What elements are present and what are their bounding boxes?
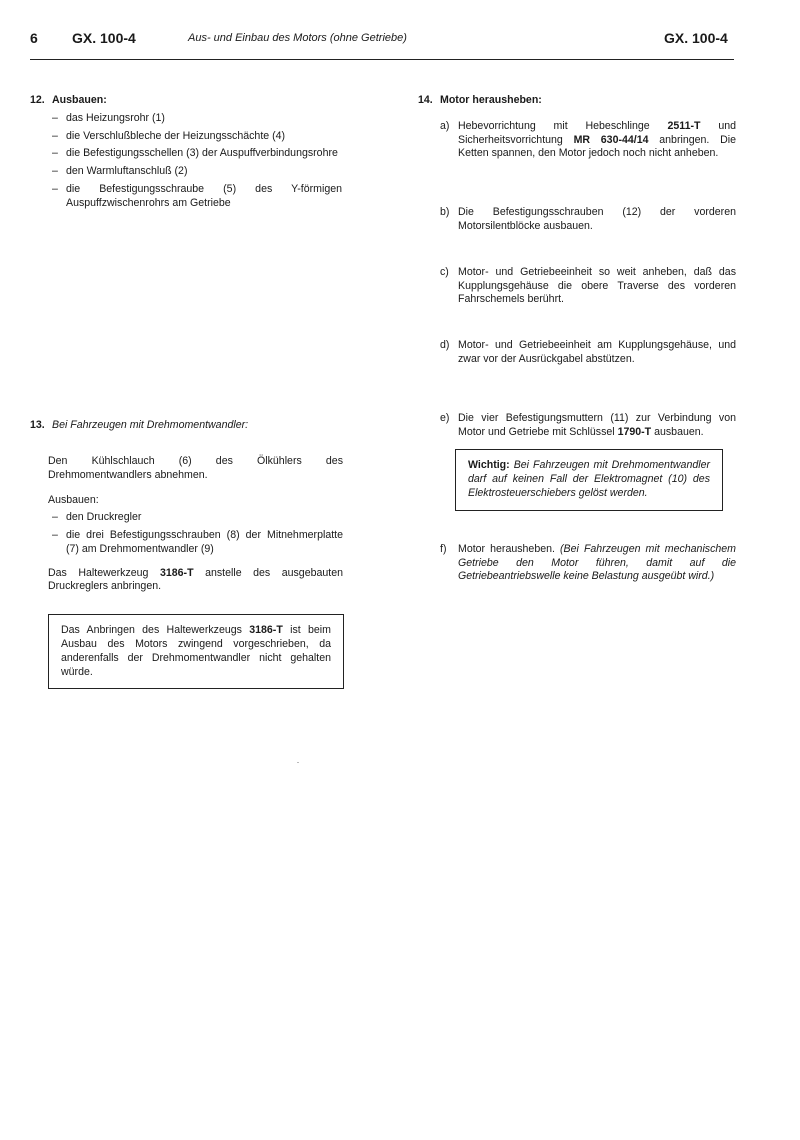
section-14 (418, 94, 736, 584)
page-title: Aus- und Einbau des Motors (ohne Getriebe) (188, 32, 407, 44)
section-13-text-1: Den Kühlschlauch (6) des Ölkühlers des Drehmomentwandlers abnehmen. (48, 454, 343, 481)
section-13 (30, 419, 343, 689)
warning-box (455, 449, 723, 510)
step-c: c) Motor- und Getriebeeinheit so weit anheben, daß das Kupplungsgehäuse die obere Traverse des vorderen Fahrschemels berührt. (440, 265, 736, 306)
list-item: – die Befestigungsschraube (5) des Y-förmigen Auspuffzwischenrohrs am Getriebe (48, 183, 342, 211)
tool-number: 3186-T (249, 624, 283, 637)
page-number: 6 (30, 30, 38, 46)
scan-speck (297, 762, 299, 763)
list-item: – die drei Befestigungsschrauben (8) der Mitnehmerplatte (7) am Drehmomentwandler (9) (48, 529, 343, 557)
section-14-number: 14. (418, 94, 433, 106)
notice-text: Das Anbringen des Haltewerkzeugs 3186-T ist beim Ausbau des Motors zwingend vorgeschrieben, da anderenfalls der Drehmomentwandler nicht gehalten würde. (61, 624, 331, 678)
section-13-text-2: Das Haltewerkzeug 3186-T anstelle des ausgebauten Druckreglers anbringen. (48, 566, 343, 593)
tool-number: MR 630-44/14 (573, 133, 649, 146)
section-12 (30, 94, 342, 215)
section-12-number: 12. (30, 94, 45, 106)
header-rule (30, 59, 734, 60)
step-f: f) Motor herausheben. (Bei Fahrzeugen mit mechanischem Getriebe den Motor führen, damit auf die Getriebeantriebswelle keine Belastung ausgeübt wird.) (440, 542, 736, 583)
notice-box (48, 614, 344, 689)
tool-number: 1790-T (617, 425, 652, 438)
doc-code-left: GX. 100-4 (72, 30, 136, 46)
section-13-heading: Bei Fahrzeugen mit Drehmomentwandler: (52, 419, 249, 431)
section-14-heading: Motor herausheben: (440, 94, 542, 106)
section-13-subheading: Ausbauen: (48, 494, 99, 507)
step-d: d) Motor- und Getriebeeinheit am Kupplungsgehäuse, und zwar vor der Ausrückgabel abstützen. (440, 338, 736, 365)
list-item: – den Warmluftanschluß (2) (48, 165, 342, 179)
tool-number: 3186-T (159, 566, 194, 579)
step-b: b) Die Befestigungsschrauben (12) der vorderen Motorsilentblöcke ausbauen. (440, 205, 736, 232)
section-12-heading: Ausbauen: (52, 94, 107, 106)
doc-code-right: GX. 100-4 (664, 30, 728, 46)
section-13-number: 13. (30, 419, 45, 431)
list-item: – die Befestigungsschellen (3) der Auspuffverbindungsrohre (48, 147, 342, 161)
warning-label: Wichtig: (468, 459, 510, 472)
tool-number: 2511-T (667, 119, 701, 132)
section-12-list (48, 112, 342, 211)
step-a: a) Hebevorrichtung mit Hebeschlinge 2511-T und Sicherheitsvorrichtung MR 630-44/14 anbringen. Die Ketten spannen, den Motor jedoch noch nicht anheben. (440, 119, 736, 160)
step-e: e) Die vier Befestigungsmuttern (11) zur Verbindung von Motor und Getriebe mit Schlüssel 1790-T ausbauen. (440, 411, 736, 438)
list-item: – den Druckregler (48, 511, 343, 525)
list-item: – die Verschlußbleche der Heizungsschächte (4) (48, 130, 342, 144)
section-13-list (48, 511, 343, 556)
list-item: – das Heizungsrohr (1) (48, 112, 342, 126)
warning-text: Wichtig: Bei Fahrzeugen mit Drehmomentwandler darf auf keinen Fall der Elektromagnet (10) des Elektrosteuerschiebers gelöst werden. (468, 459, 710, 499)
